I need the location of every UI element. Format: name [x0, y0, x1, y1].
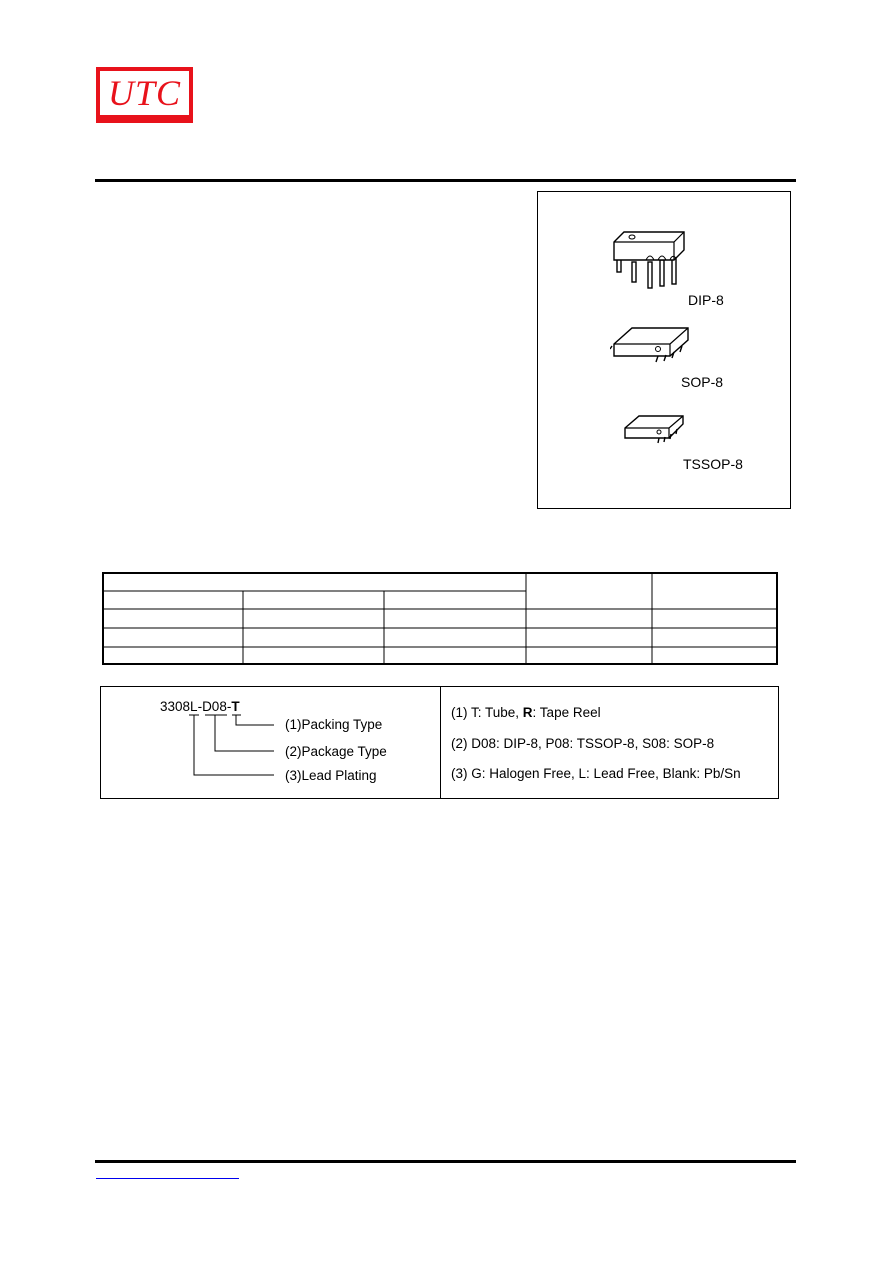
- footer-rule: [95, 1160, 796, 1163]
- part-number-marking-box: [100, 686, 779, 799]
- note-package: (2) D08: DIP-8, P08: TSSOP-8, S08: SOP-8: [451, 736, 715, 751]
- dip-8-package-icon: [606, 222, 726, 292]
- callout-package-type: (2)Package Type: [285, 744, 387, 759]
- utc-logo: [96, 67, 193, 123]
- part-number-sep2: -: [226, 699, 232, 714]
- table-header-cell-package: [526, 572, 652, 609]
- callout-lines: [101, 687, 440, 798]
- tssop-8-package-icon: [621, 410, 691, 446]
- part-number-sep1: -: [197, 699, 203, 714]
- package-box: [537, 191, 791, 509]
- callout-lead-plating: (3)Lead Plating: [285, 768, 377, 783]
- table-header-cell-packing: [652, 572, 778, 609]
- logo-inner: [100, 71, 189, 115]
- part-number-packing: T: [231, 699, 240, 714]
- callout-packing-type: (1)Packing Type: [285, 717, 383, 732]
- dip-8-label: DIP-8: [688, 292, 724, 308]
- note-lead-plating: (3) G: Halogen Free, L: Lead Free, Blank: Pb/Sn: [451, 766, 741, 781]
- table-header-cell-ordering-number: [102, 572, 526, 591]
- ordering-table: [102, 572, 778, 665]
- part-number-lead: L: [190, 699, 198, 714]
- part-number-package: D08: [202, 699, 227, 714]
- tssop-8-label: TSSOP-8: [683, 456, 743, 472]
- marking-divider: [440, 687, 441, 798]
- header-rule: [95, 179, 796, 182]
- footer-link-underline[interactable]: [96, 1178, 239, 1179]
- logo-text: UTC: [107, 73, 182, 113]
- sop-8-package-icon: [610, 322, 700, 367]
- note-packing-bold: R: [522, 705, 533, 720]
- note-packing-rest: : Tape Reel: [532, 705, 601, 720]
- note-packing: [451, 705, 601, 721]
- sop-8-label: SOP-8: [681, 374, 724, 390]
- part-number-base: 3308: [160, 699, 191, 714]
- note-packing-prefix: (1) T: Tube,: [451, 705, 523, 720]
